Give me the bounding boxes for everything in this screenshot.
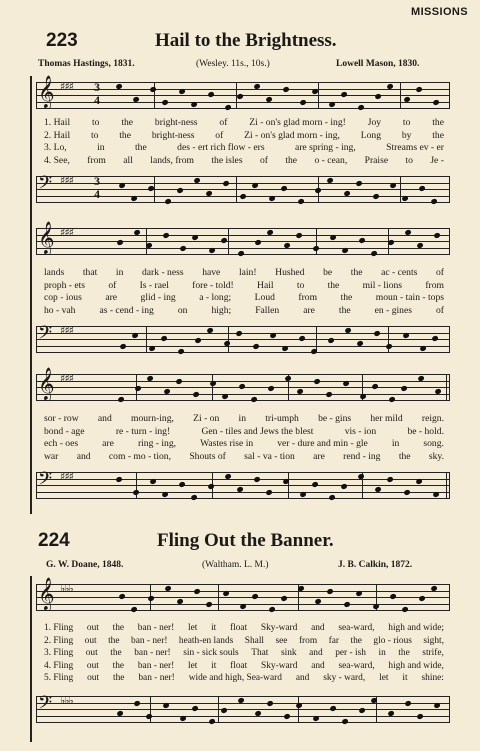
note-head [179,715,186,721]
treble-clef-icon: 𝄞 [38,75,55,108]
key-signature-icon: ♯♯♯ [60,470,73,483]
note-head [190,101,197,107]
note-head [147,596,154,602]
note-head [328,101,335,107]
note-head [191,705,198,711]
key-signature-icon: ♯♯♯ [60,324,73,337]
verse-line: sor - row and mourn-ing, Zi - on in tri-umph be - gins her mild reign. [44,413,444,424]
note-head [403,489,410,495]
note-head [162,702,169,708]
note-head [372,603,379,609]
note-head [162,232,169,238]
note-head [372,193,379,199]
note-head [237,250,244,256]
verse-line: 1. Fling out the ban - ner! let it float Sky-ward and sea-ward, high and wide; [44,623,444,633]
note-head [401,195,408,201]
hymn-title: Fling Out the Banner. [157,530,334,551]
hymn-author: Thomas Hastings, 1831. [38,59,135,69]
note-head [266,700,273,706]
note-head [267,386,274,392]
note-head [433,232,440,238]
note-head [326,588,333,594]
note-head [389,593,396,599]
verse-line: 2. Fling out the ban - ner! heath-en lands Shall see from far the glo - rious sight, [44,635,444,646]
note-head [387,240,394,246]
note-head [119,343,126,349]
verse-line: cop - ious are glid - ing a - long; Loud from the moun - tain - tops [44,292,444,303]
note-head [238,383,245,389]
note-head [116,240,123,246]
key-signature-icon: ♭♭♭ [60,694,73,707]
note-head [193,588,200,594]
note-head [160,335,167,341]
note-head [265,489,272,495]
note-head [312,245,319,251]
note-head [149,86,156,92]
note-head [342,380,349,386]
key-signature-icon: ♯♯♯ [60,226,73,239]
note-head [355,590,362,596]
bass-clef-icon: 𝄢 [38,693,53,718]
note-head [220,237,227,243]
note-head [404,700,411,706]
system-brace [30,368,35,514]
hymn-number: 223 [46,30,78,51]
hymn-number: 224 [38,530,70,551]
note-head [236,94,243,100]
note-head [268,606,275,612]
time-signature-icon: 3 4 [94,174,100,201]
note-head [175,378,182,384]
note-head [340,484,347,490]
verse-block [44,413,444,463]
verse-line: war and com - mo - tion, Shouts of sal - va - tion are rend - ing the sky. [44,450,444,462]
note-head [130,606,137,612]
bass-clef-icon: 𝄢 [38,173,53,198]
note-head [179,245,186,251]
note-head [220,708,227,714]
note-head [430,198,437,204]
note-head [343,601,350,607]
note-head [341,718,348,724]
note-head [328,494,335,500]
note-head [118,593,125,599]
note-head [209,380,216,386]
treble-staff [36,577,450,610]
verse-block [44,622,444,685]
note-head [239,603,246,609]
key-signature-icon: ♯♯♯ [60,372,73,385]
note-head [268,195,275,201]
note-head [374,94,381,100]
note-head [280,596,287,602]
note-head [402,332,409,338]
note-head [433,702,440,708]
note-head [418,185,425,191]
bass-staff [36,469,450,498]
verse-line: 5. Fling out the ban - ner! wide and high, Sea-ward and sky - ward, let it shine: [44,673,444,683]
note-head [221,393,228,399]
time-signature-icon: 3 4 [94,80,100,107]
bass-staff [36,693,450,722]
system-brace [30,576,35,742]
note-head [280,185,287,191]
note-head [358,237,365,243]
note-head [386,476,393,482]
note-head [208,247,215,253]
note-head [161,491,168,497]
note-head [190,494,197,500]
note-head [400,386,407,392]
note-head [299,99,306,105]
note-head [149,478,156,484]
treble-staff [36,367,450,400]
key-signature-icon: ♯♯♯ [60,174,73,187]
treble-staff [36,221,450,254]
note-head [357,104,364,110]
note-head [222,590,229,596]
verse-block [44,117,444,167]
note-head [373,330,380,336]
verse-line: 4. Fling out the ban - ner! let it float Sky-ward and sea-ward, high and wide, [44,660,444,671]
note-head [115,476,122,482]
bass-staff [36,323,450,352]
note-head [355,180,362,186]
note-head [311,481,318,487]
note-head [133,700,140,706]
note-head [389,182,396,188]
note-head [415,478,422,484]
note-head [312,715,319,721]
hymn-tune: (Wesley. 11s., 10s.) [196,59,270,69]
treble-clef-icon: 𝄞 [38,367,55,400]
note-head [401,606,408,612]
note-head [177,348,184,354]
verse-line: proph - ets of Is - rael fore - told! Hail to the mil - lions from [44,279,444,291]
note-head [131,332,138,338]
verse-line: ech - oes are ring - ing, Wastes rise in ver - dure and min - gle in song. [44,438,444,449]
note-head [297,198,304,204]
key-signature-icon: ♯♯♯ [60,80,73,93]
note-head [329,705,336,711]
note-head [254,240,261,246]
note-head [235,330,242,336]
note-head [299,491,306,497]
hymn-title: Hail to the Brightness. [155,30,337,51]
note-head [371,383,378,389]
verse-line: ho - vah as - cend - ing on high; Fallen are the en - gines of [44,304,444,316]
note-head [329,234,336,240]
bass-clef-icon: 𝄢 [38,469,53,494]
verse-block [44,267,444,317]
note-head [418,596,425,602]
note-head [283,713,290,719]
verse-line: 1. Hail to the bright-ness of Zi - on's glad morn - ing! Joy to the [44,117,444,128]
note-head [178,481,185,487]
verse-line: bond - age re - turn - ing! Gen - tiles and Jews the blest vis - ion be - hold. [44,425,444,437]
note-head [431,335,438,341]
note-head [194,338,201,344]
note-head [415,86,422,92]
note-head [191,234,198,240]
note-head [281,345,288,351]
note-head [432,491,439,497]
note-head [419,345,426,351]
note-head [117,396,124,402]
note-head [207,484,214,490]
verse-line: lands that in dark - ness have lain! Hushed be the ac - cents of [44,267,444,278]
note-head [251,182,258,188]
note-head [148,345,155,351]
system-brace [30,222,35,368]
note-head [385,343,392,349]
hymn-tune: (Waltham. L. M.) [202,560,269,570]
note-head [325,391,332,397]
hymn-composer: Lowell Mason, 1830. [336,59,420,69]
verse-line: 3. Fling out the ban - ner! sin - sick souls That sink and per - ish in the strife, [44,648,444,658]
note-head [207,91,214,97]
note-head [416,713,423,719]
note-head [192,391,199,397]
bass-staff [36,173,450,202]
note-head [388,396,395,402]
note-head [205,601,212,607]
note-head [178,88,185,94]
note-head [130,195,137,201]
note-head [132,489,139,495]
verse-line: 2. Hail to the bright-ness of Zi - on's glad morn - ing, Long by the [44,129,444,141]
note-head [250,396,257,402]
treble-clef-icon: 𝄞 [38,577,55,610]
note-head [164,198,171,204]
note-head [310,348,317,354]
note-head [253,476,260,482]
note-head [282,86,289,92]
note-head [295,232,302,238]
note-head [134,386,141,392]
note-head [341,247,348,253]
note-head [370,250,377,256]
key-signature-icon: ♭♭♭ [60,582,73,595]
note-head [340,91,347,97]
note-head [432,99,439,105]
note-head [313,378,320,384]
note-head [118,182,125,188]
note-head [161,99,168,105]
system-brace [30,76,35,222]
note-head [222,180,229,186]
note-head [251,593,258,599]
note-head [252,343,259,349]
note-head [358,708,365,714]
note-head [239,193,246,199]
note-head [208,718,215,724]
hymn-author: G. W. Doane, 1848. [46,560,124,570]
section-label: MISSIONS [411,6,468,18]
note-head [224,104,231,110]
bass-clef-icon: 𝄢 [38,323,53,348]
note-head [176,188,183,194]
hymn-composer: J. B. Calkin, 1872. [338,560,413,570]
verse-line: 3. Lo, in the des - ert rich flow - ers are spring - ing, Streams ev - er [44,142,444,153]
note-head [295,702,302,708]
note-head [327,338,334,344]
note-head [359,393,366,399]
treble-staff [36,75,450,108]
treble-clef-icon: 𝄞 [38,221,55,254]
note-head [145,713,152,719]
note-head [269,332,276,338]
note-head [298,335,305,341]
verse-line: 4. See, from all lands, from the isles of the o - cean, Praise to Je - [44,154,444,166]
